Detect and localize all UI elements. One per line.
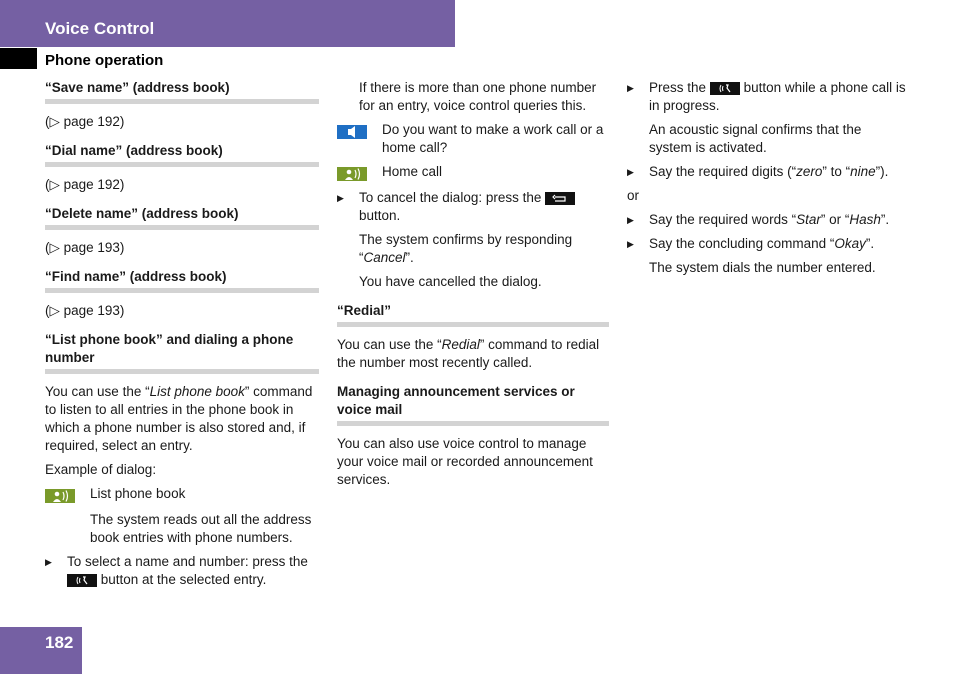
page-ref-save-name: (▷ page 192) <box>45 114 125 129</box>
section-marker <box>0 48 37 69</box>
subheading-save-name: “Save name” (address book) <box>45 79 319 104</box>
page-ref-delete-name: (▷ page 193) <box>45 240 125 255</box>
instruction-concluding: ▶ Say the concluding command “Okay”. <box>627 236 875 251</box>
paragraph-announcement: You can also use voice control to manage your voice mail or recorded announcement services. <box>337 436 593 487</box>
page-header-title: Voice Control <box>45 19 155 38</box>
bullet-arrow-icon: ▶ <box>337 193 344 203</box>
instruction-say-words: ▶ Say the required words “Star” or “Hash”. <box>627 212 890 227</box>
dialog-system-text: Do you want to make a work call or a home call? <box>382 122 604 155</box>
person-speaking-icon <box>45 489 75 503</box>
subheading-redial: “Redial” <box>337 302 609 327</box>
example-label: Example of dialog: <box>45 462 157 477</box>
instruction-select-entry: ▶ To select a name and number: press the button at the selected entry. <box>45 554 308 587</box>
person-speaking-icon <box>337 167 367 181</box>
column-3 <box>627 79 907 277</box>
multiple-numbers-text: If there is more than one phone number for an entry, voice control queries this. <box>359 80 597 113</box>
paragraph-list-phone-book: You can use the “List phone book” command to listen to all entries in the phone book in which a phone number is also stored and, if required, select an entry. <box>45 384 313 453</box>
system-reads-text: The system reads out all the address book entries with phone numbers. <box>90 512 312 545</box>
talk-button-icon <box>67 574 97 587</box>
dialog-system-line <box>337 121 609 157</box>
column-1 <box>45 79 319 589</box>
subheading-announcement: Managing announcement services or voice mail <box>337 383 609 426</box>
subheading-delete-name: “Delete name” (address book) <box>45 205 319 230</box>
page-ref-dial-name: (▷ page 192) <box>45 177 125 192</box>
subheading-list-phone-book: “List phone book” and dialing a phone number <box>45 331 319 374</box>
bullet-arrow-icon: ▶ <box>627 83 634 93</box>
speaker-icon <box>337 125 367 139</box>
column-2 <box>337 79 609 489</box>
subheading-dial-name: “Dial name” (address book) <box>45 142 319 167</box>
back-button-icon <box>545 192 575 205</box>
bullet-arrow-icon: ▶ <box>627 167 634 177</box>
cancelled-text: You have cancelled the dialog. <box>359 274 542 289</box>
acoustic-signal-text: An acoustic signal confirms that the system is activated. <box>649 122 862 155</box>
bullet-arrow-icon: ▶ <box>45 557 52 567</box>
paragraph-redial: You can use the “Redial” command to redial the number most recently called. <box>337 337 600 370</box>
bullet-arrow-icon: ▶ <box>627 239 634 249</box>
instruction-say-digits: ▶ Say the required digits (“zero” to “nine”). <box>627 164 889 179</box>
or-text: or <box>627 188 640 203</box>
dialog-voice-home-line <box>337 163 609 183</box>
page-ref-find-name: (▷ page 193) <box>45 303 125 318</box>
dialog-voice-line <box>45 485 319 505</box>
instruction-cancel: ▶ To cancel the dialog: press the button. <box>337 189 609 225</box>
bullet-arrow-icon: ▶ <box>627 215 634 225</box>
section-title: Phone operation <box>45 52 164 69</box>
dialog-home-call-text: Home call <box>382 164 443 179</box>
cancel-confirm-text: The system confirms by responding “Cancel”. <box>359 232 573 265</box>
subheading-find-name: “Find name” (address book) <box>45 268 319 293</box>
dials-number-text: The system dials the number entered. <box>649 260 876 275</box>
dialog-voice-text: List phone book <box>90 486 186 501</box>
talk-button-icon <box>710 82 740 95</box>
instruction-press-button: ▶ Press the button while a phone call is in progress. <box>627 80 906 113</box>
page-number: 182 <box>45 633 74 652</box>
